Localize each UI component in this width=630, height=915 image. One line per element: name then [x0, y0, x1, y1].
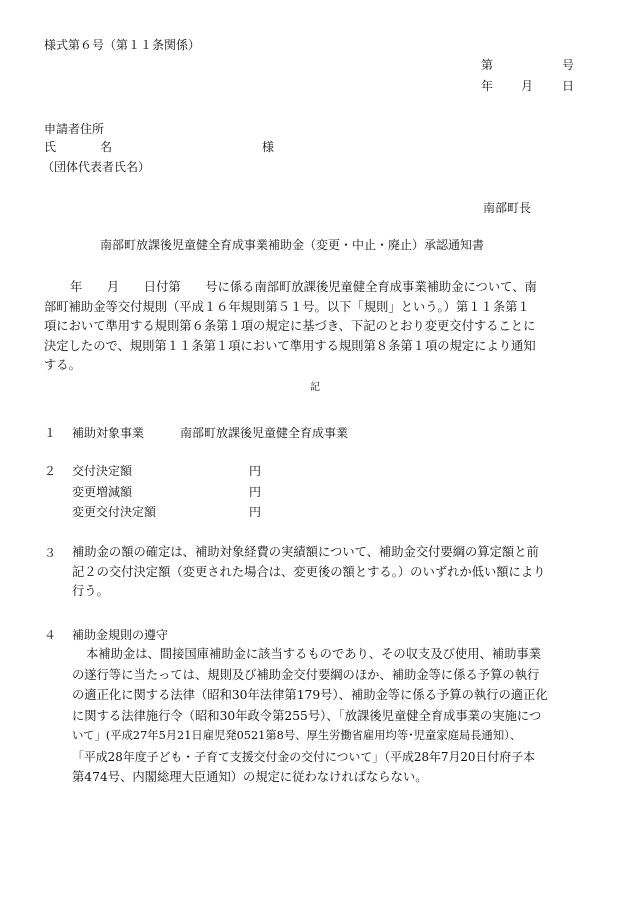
sender: 南部町長: [483, 201, 532, 215]
item2-row-label: 変更交付決定額: [72, 505, 157, 519]
ki-mark: 記: [310, 382, 320, 393]
item1-value: 南部町放課後児童健全育成事業: [180, 426, 349, 440]
date-month: 月: [521, 79, 534, 93]
item2-row-unit: 円: [249, 485, 262, 499]
item1-number: １: [44, 426, 57, 440]
item3-line: 記２の交付決定額（変更された場合は、変更後の額とする。）のいずれか低い額により: [72, 564, 546, 579]
item4-line: 「平成28年度子ども・子育て支援交付金の交付について」（平成28年7月20日付府子本: [72, 749, 535, 764]
item3-line: 行う。: [72, 584, 109, 599]
item4-text: [72, 644, 548, 788]
date-day: 日: [562, 79, 575, 93]
item2-number: ２: [44, 464, 57, 478]
item4-heading: 補助金規則の遵守: [72, 628, 169, 642]
document-title: 南部町放課後児童健全育成事業補助金（変更・中止・廃止）承認通知書: [100, 238, 485, 252]
doc-number-prefix: 第: [481, 58, 494, 72]
body-line: 項において準用する規則第６条第１項の規定に基づき、下記のとおり変更交付することに: [44, 319, 536, 334]
item4-line: の適正化に関する法律（昭和30年法律第179号）、補助金等に係る予算の執行の適正化: [72, 688, 548, 702]
item3-number: ３: [44, 546, 57, 560]
item2-row-unit: 円: [249, 464, 262, 478]
item1-label: 補助対象事業: [72, 426, 145, 440]
item4-line: 第474号、内閣総理大臣通知）の規定に従わなければならない。: [72, 770, 428, 784]
item4-line: に関する法律施行令（昭和30年政令第255号）、「放課後児童健全育成事業の実施につ: [72, 708, 542, 723]
item2-row-label: 交付決定額: [72, 464, 133, 478]
body-paragraph: [44, 278, 537, 376]
item2-row-unit: 円: [249, 505, 262, 519]
item4-number: ４: [44, 628, 57, 642]
date-year: 年: [481, 79, 494, 93]
item4-line: の遂行等に当たっては、規則及び補助金交付要綱のほか、補助金等に係る予算の執行: [72, 667, 540, 682]
item2-row-label: 変更増減額: [72, 485, 133, 499]
item4-line: 本補助金は、間接国庫補助金に該当するものであり、その収支及び使用、補助事業: [86, 647, 541, 661]
doc-number-suffix: 号: [562, 58, 575, 72]
group-representative-label: （団体代表者氏名）: [42, 160, 151, 174]
applicant-address-label: 申請者住所: [44, 122, 105, 136]
name-label-2: 名: [100, 140, 113, 154]
body-line: 部町補助金等交付規則（平成１６年規則第５１号。以下「規則」という。）第１１条第１: [44, 299, 530, 314]
name-label-1: 氏: [44, 140, 57, 154]
body-line: 年 月 日付第 号に係る南部町放課後児童健全育成事業補助金について、南: [70, 280, 537, 294]
item3-text: [72, 543, 545, 602]
item3-line: 補助金の額の確定は、補助対象経費の実績額について、補助金交付要綱の算定額と前: [72, 545, 539, 559]
body-line: 決定したので、規則第１１条第１項において準用する規則第８条第１項の規定により通知: [44, 338, 536, 353]
body-line: する。: [44, 358, 81, 373]
form-number: 様式第６号（第１１条関係）: [44, 38, 201, 52]
item4-line: いて」(平成27年5月21日雇児発0521第8号、厚生労働省雇用均等･児童家庭局長通知）、: [72, 729, 522, 742]
honorific: 様: [262, 140, 275, 154]
